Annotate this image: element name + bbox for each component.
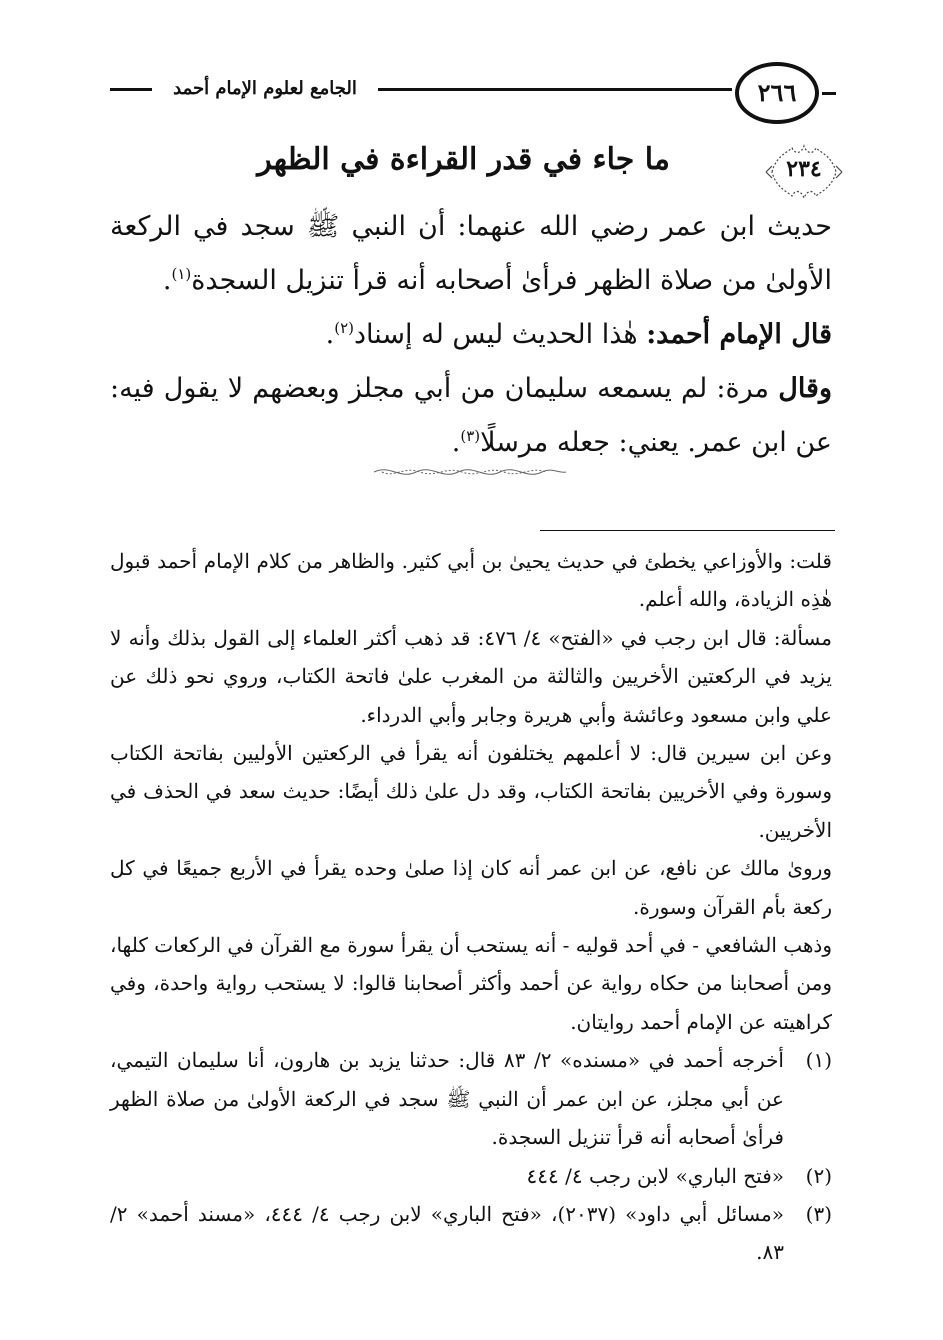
chapter-title: ما جاء في قدر القراءة في الظهر: [257, 142, 670, 177]
footnote-ref-2: (٢): [334, 319, 354, 337]
second-statement-speaker: وقال: [778, 373, 832, 404]
hadith-paragraph: حديث ابن عمر رضي الله عنهما: أن النبي ﷺ سجد في الركعة الأولىٰ من صلاة الظهر فرأىٰ أصحابه أنه قرأ تنزيل السجدة$^{(١)}$.: [110, 211, 832, 296]
commentary-paragraph: وعن ابن سيرين قال: لا أعلمهم يختلفون أنه يقرأ في الركعتين الأوليين بفاتحة الكتاب وسورة وفي الأخريين بفاتحة الكتاب، وقد دل علىٰ ذلك أيضًا: حديث سعد في الحذف في الأخريين.: [110, 741, 832, 842]
footnote-ref-3: (٣): [460, 427, 481, 445]
footnote-text: «مسائل أبي داود» (٢٠٣٧)، «فتح الباري» لابن رجب ٤/ ٤٤٤، «مسند أحمد» ٢/ ٨٣.: [110, 1201, 784, 1265]
chapter-number: ٢٣٤: [786, 156, 822, 182]
second-statement-text: مرة: لم يسمعه سليمان من أبي مجلز وبعضهم لا يقول فيه: عن ابن عمر. يعني: جعله مرسلًا: [110, 373, 832, 458]
page-number: ٢٦٦: [735, 62, 819, 124]
commentary-paragraph: قلت: والأوزاعي يخطئ في حديث يحيىٰ بن أبي كثير. والظاهر من كلام الإمام أحمد قبول هٰذِه الزيادة، والله أعلم.: [110, 549, 832, 612]
footnote-number: (٣): [805, 1201, 832, 1226]
header-rule-right: [378, 88, 732, 91]
footnote-item: [110, 1157, 832, 1195]
main-text: [110, 200, 832, 470]
ahmad-statement: قال الإمام أحمد: هٰذا الحديث ليس له إسناد$^{(٢)}$.: [325, 319, 832, 350]
commentary-paragraph: وروىٰ مالك عن نافع، عن ابن عمر أنه كان إذا صلىٰ وحده يقرأ في الأربع جميعًا في كل ركعة بأم القرآن وسورة.: [110, 856, 832, 919]
commentary-paragraph: مسألة: قال ابن رجب في «الفتح» ٤/ ٤٧٦: قد ذهب أكثر العلماء إلى القول بذلك وأنه لا يزيد في الركعتين الأخريين والثالثة من المغرب علىٰ فاتحة الكتاب، وروي نحو ذلك عن علي وابن مسعود وعائشة وأبي هريرة وجابر وأبي الدرداء.: [110, 625, 832, 727]
header-rule-end: [822, 92, 836, 95]
footnote-text: «فتح الباري» لابن رجب ٤/ ٤٤٤: [526, 1163, 784, 1188]
ahmad-second-statement: وقال مرة: لم يسمعه سليمان من أبي مجلز وبعضهم لا يقول فيه: عن ابن عمر. يعني: جعله مرسلًا$^{(٣)}$.: [110, 373, 832, 458]
footnote-number: (٢): [805, 1163, 832, 1188]
running-title: الجامع لعلوم الإمام أحمد: [173, 78, 357, 99]
footnote-text: أخرجه أحمد في «مسنده» ٢/ ٨٣ قال: حدثنا يزيد بن هارون، أنا سليمان التيمي، عن أبي مجلز، عن ابن عمر أن النبي ﷺ سجد في الركعة الأولىٰ من صلاة الظهر فرأىٰ أصحابه أنه قرأ تنزيل السجدة.: [110, 1048, 784, 1150]
footnote-separator-rule: [540, 530, 835, 531]
footnotes-section: [110, 542, 832, 1272]
footnote-ref-1: (١): [171, 265, 192, 283]
footnote-number: (١): [805, 1048, 832, 1073]
statement-text: هٰذا الحديث ليس له إسناد: [354, 319, 647, 350]
statement-speaker: قال الإمام أحمد:: [646, 319, 832, 350]
commentary-paragraph: وذهب الشافعي - في أحد قوليه - أنه يستحب أن يقرأ سورة مع القرآن في الركعات كلها، ومن أصحابنا من حكاه رواية عن أحمد وأكثر أصحابنا قالوا: لا يستحب رواية واحدة، وفي كراهيته عن الإمام أحمد روايتان.: [110, 933, 832, 1034]
hadith-text: حديث ابن عمر رضي الله عنهما: أن النبي ﷺ سجد في الركعة الأولىٰ من صلاة الظهر فرأىٰ أصحابه أنه قرأ تنزيل السجدة: [110, 211, 832, 296]
header-rule-left: [110, 88, 152, 91]
footnote-item: [110, 1195, 832, 1272]
footnote-item: [110, 1041, 832, 1156]
ornamental-divider-icon: [370, 462, 570, 482]
